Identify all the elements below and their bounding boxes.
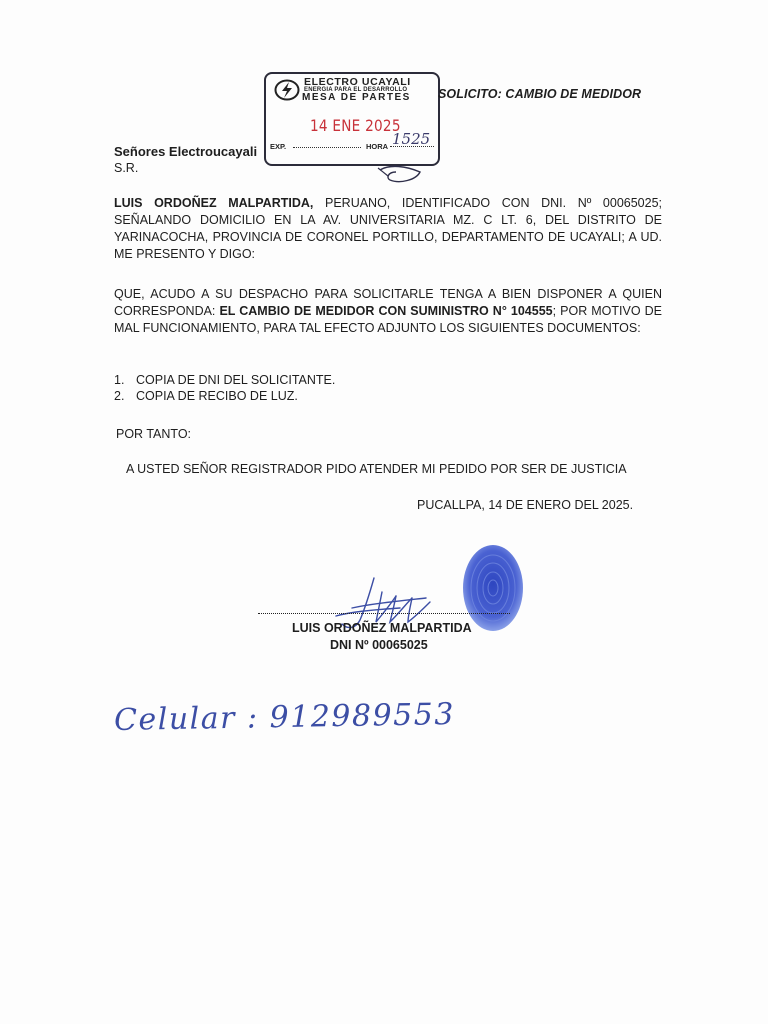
request-paragraph xyxy=(114,286,662,337)
request-text-start: QUE, ACUDO A SU DESPACHO PARA SOLICITARLE TENGA A BIEN DISPONER A QUIEN CORRESPONDA: xyxy=(114,287,662,318)
request-subject-bold: EL CAMBIO DE MEDIDOR CON SUMINISTRO N° 104555 xyxy=(219,304,553,318)
stamp-exp-line xyxy=(293,139,361,148)
list-item xyxy=(114,388,335,404)
por-tanto-heading: POR TANTO: xyxy=(116,427,192,441)
list-item-number: 2. xyxy=(114,389,125,403)
addressee-name: Señores Electroucayali xyxy=(114,144,258,159)
stamp-hora-label: HORA xyxy=(366,142,389,151)
place-and-date: PUCALLPA, 14 DE ENERO DEL 2025. xyxy=(417,498,634,512)
attached-documents-list xyxy=(114,372,335,404)
document-subject: SOLICITO: CAMBIO DE MEDIDOR xyxy=(438,87,642,101)
stamp-office: MESA DE PARTES xyxy=(302,92,411,103)
applicant-name: LUIS ORDOÑEZ MALPARTIDA, xyxy=(114,196,314,210)
list-item-text: COPIA DE RECIBO DE LUZ. xyxy=(136,389,298,403)
stamp-date: 14 ENE 2025 xyxy=(310,116,401,135)
introduction-text: PERUANO, IDENTIFICADO CON DNI. Nº 00065025; SEÑALANDO DOMICILIO EN LA AV. UNIVERSITARIA MZ. C LT. 6, DEL DISTRITO DE YARINACOCHA, PROVINCIA DE CORONEL PORTILLO, DEPARTAMENTO DE UCAYALI; A UD. ME PRESENTO Y DIGO: xyxy=(114,196,662,261)
signatory-dni: DNI Nº 00065025 xyxy=(330,638,428,652)
handwritten-phone-number: Celular : 912989553 xyxy=(113,697,456,738)
signatory-name: LUIS ORDOÑEZ MALPARTIDA xyxy=(292,621,472,635)
request-text-end: ; POR MOTIVO DE MAL FUNCIONAMIENTO, PARA TAL EFECTO ADJUNTO LOS SIGUIENTES DOCUMENTOS: xyxy=(114,304,662,335)
stamp-exp-label: EXP. xyxy=(270,142,287,151)
list-item-text: COPIA DE DNI DEL SOLICITANTE. xyxy=(136,373,336,387)
stamp-initials-scribble xyxy=(376,160,428,188)
addressee-suffix: S.R. xyxy=(114,161,139,175)
stamp-hora-line xyxy=(390,146,434,147)
stamp-slogan: ENERGIA PARA EL DESARROLLO xyxy=(304,87,408,93)
signature-line xyxy=(258,613,510,614)
closing-request: A USTED SEÑOR REGISTRADOR PIDO ATENDER MI PEDIDO POR SER DE JUSTICIA xyxy=(126,462,627,476)
lightning-logo-icon xyxy=(274,79,300,101)
stamp-company: ELECTRO UCAYALI xyxy=(304,76,411,88)
introduction-paragraph xyxy=(114,195,662,263)
list-item xyxy=(114,372,335,388)
reception-stamp xyxy=(264,72,440,166)
stamp-hora-value: 1525 xyxy=(392,130,431,148)
list-item-number: 1. xyxy=(114,373,125,387)
